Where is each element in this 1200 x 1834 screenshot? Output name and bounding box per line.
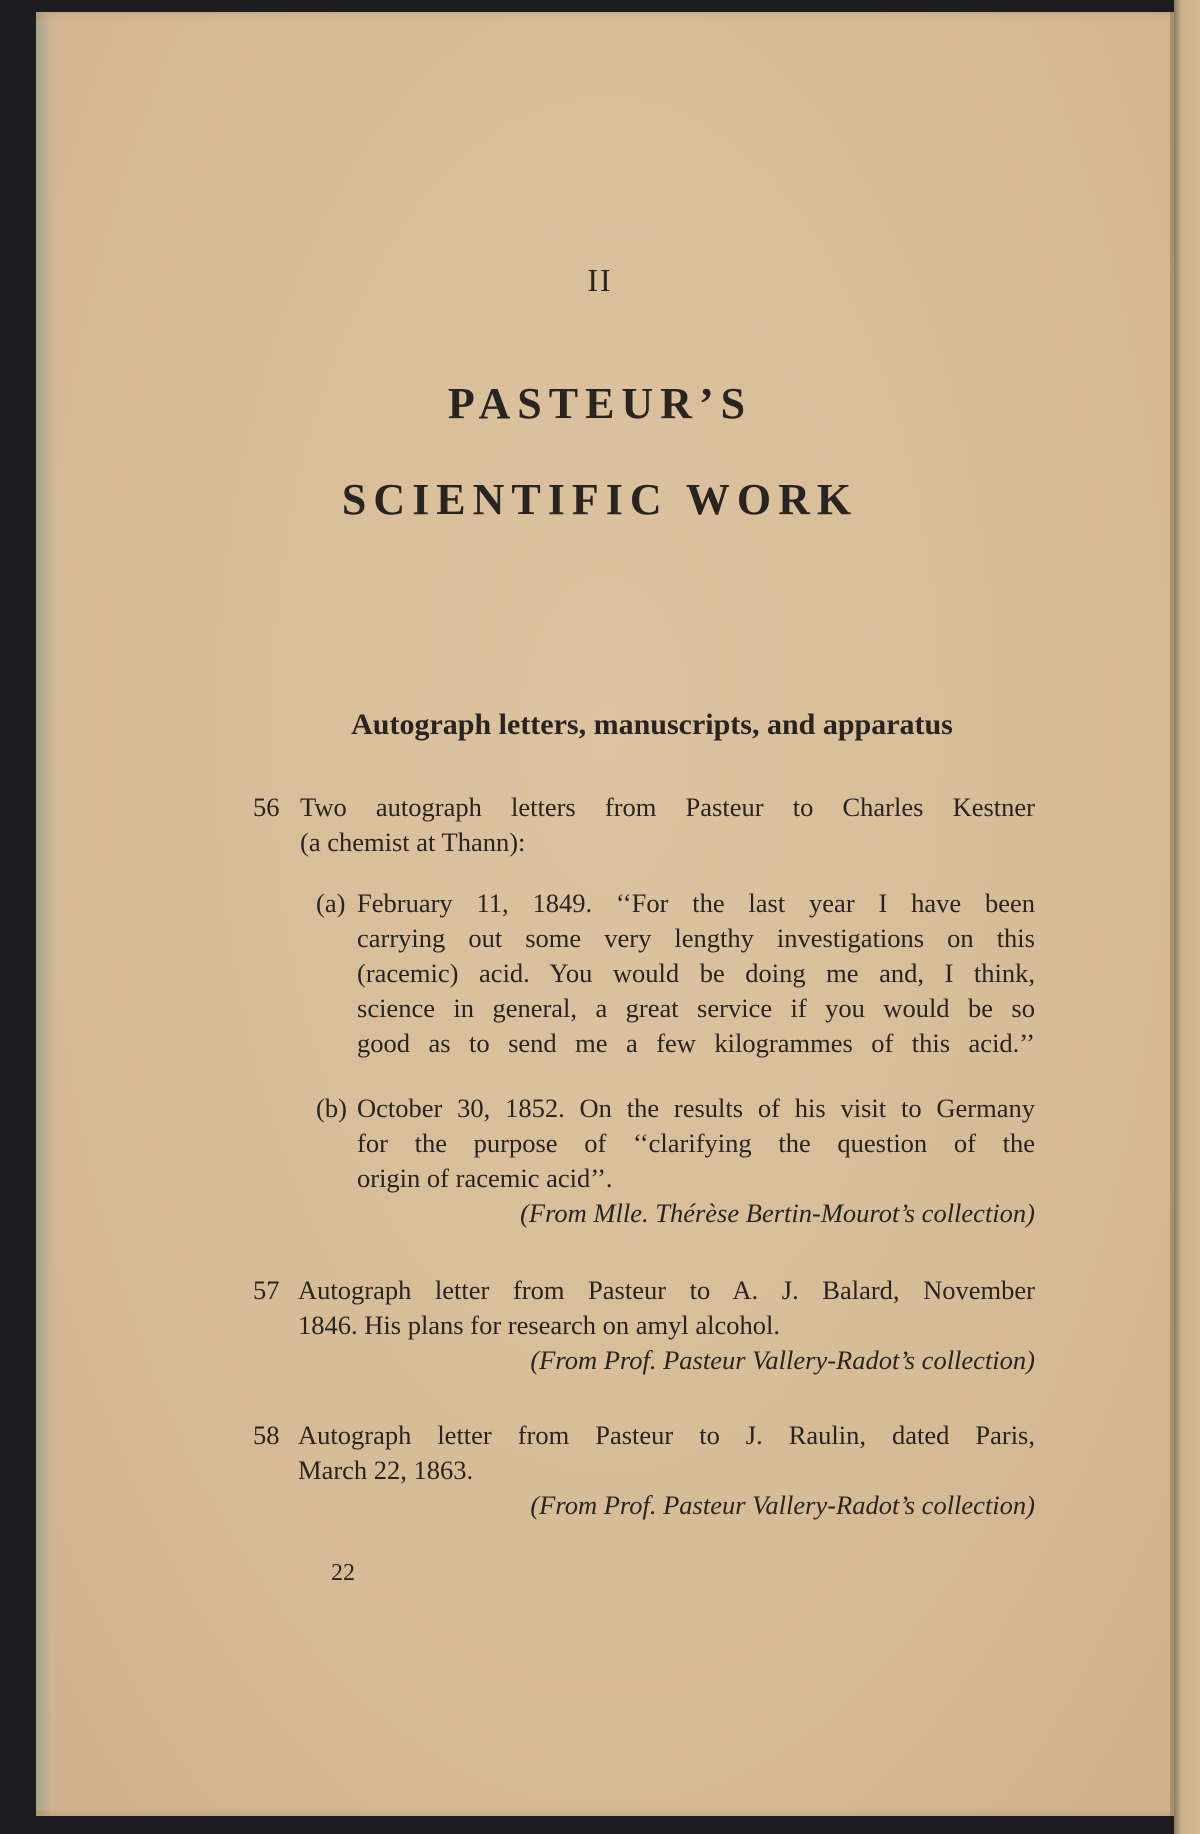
text-line: February 11, 1849. ‘‘For the last year I have been xyxy=(357,888,1035,918)
text-line: March 22, 1863. xyxy=(298,1455,474,1485)
text-line: good as to send me a few kilogrammes of this acid.’’ xyxy=(357,1028,1035,1058)
subitem-text xyxy=(357,1091,1035,1196)
entry-number: 58 xyxy=(253,1420,280,1450)
entry-number: 56 xyxy=(253,792,280,822)
text-line: (a chemist at Thann): xyxy=(300,827,526,857)
collection-credit: (From Prof. Pasteur Vallery-Radot’s collection) xyxy=(530,1345,1035,1375)
page-number: 22 xyxy=(331,1560,355,1586)
entry-text xyxy=(300,790,1035,860)
text-line: science in general, a great service if you would be so xyxy=(357,993,1035,1023)
text-line: October 30, 1852. On the results of his visit to Germany xyxy=(357,1093,1035,1123)
collection-credit: (From Prof. Pasteur Vallery-Radot’s collection) xyxy=(530,1490,1035,1520)
text-line: 1846. His plans for research on amyl alcohol. xyxy=(298,1310,781,1340)
subitem-text xyxy=(357,886,1035,1061)
chapter-title-line1: PASTEUR’S xyxy=(447,379,753,428)
text-line: origin of racemic acid’’. xyxy=(357,1163,613,1193)
chapter-title-line2: SCIENTIFIC WORK xyxy=(341,475,859,524)
collection-credit: (From Mlle. Thérèse Bertin-Mourot’s collection) xyxy=(520,1198,1035,1228)
subitem-label: (b) xyxy=(316,1093,347,1123)
text-line: Two autograph letters from Pasteur to Charles Kestner xyxy=(300,792,1035,822)
text-line: (racemic) acid. You would be doing me and, I think, xyxy=(357,958,1035,988)
section-heading: Autograph letters, manuscripts, and apparatus xyxy=(351,708,953,741)
subitem-label: (a) xyxy=(316,888,346,918)
text-line: Autograph letter from Pasteur to J. Raulin, dated Paris, xyxy=(298,1420,1035,1450)
text-line: carrying out some very lengthy investigations on this xyxy=(357,923,1035,953)
entry-text xyxy=(298,1418,1035,1488)
text-line: for the purpose of ‘‘clarifying the question of the xyxy=(357,1128,1035,1158)
entry-text xyxy=(298,1273,1035,1343)
chapter-numeral: II xyxy=(587,262,613,298)
text-line: Autograph letter from Pasteur to A. J. Balard, November xyxy=(298,1275,1035,1305)
entry-number: 57 xyxy=(253,1275,280,1305)
